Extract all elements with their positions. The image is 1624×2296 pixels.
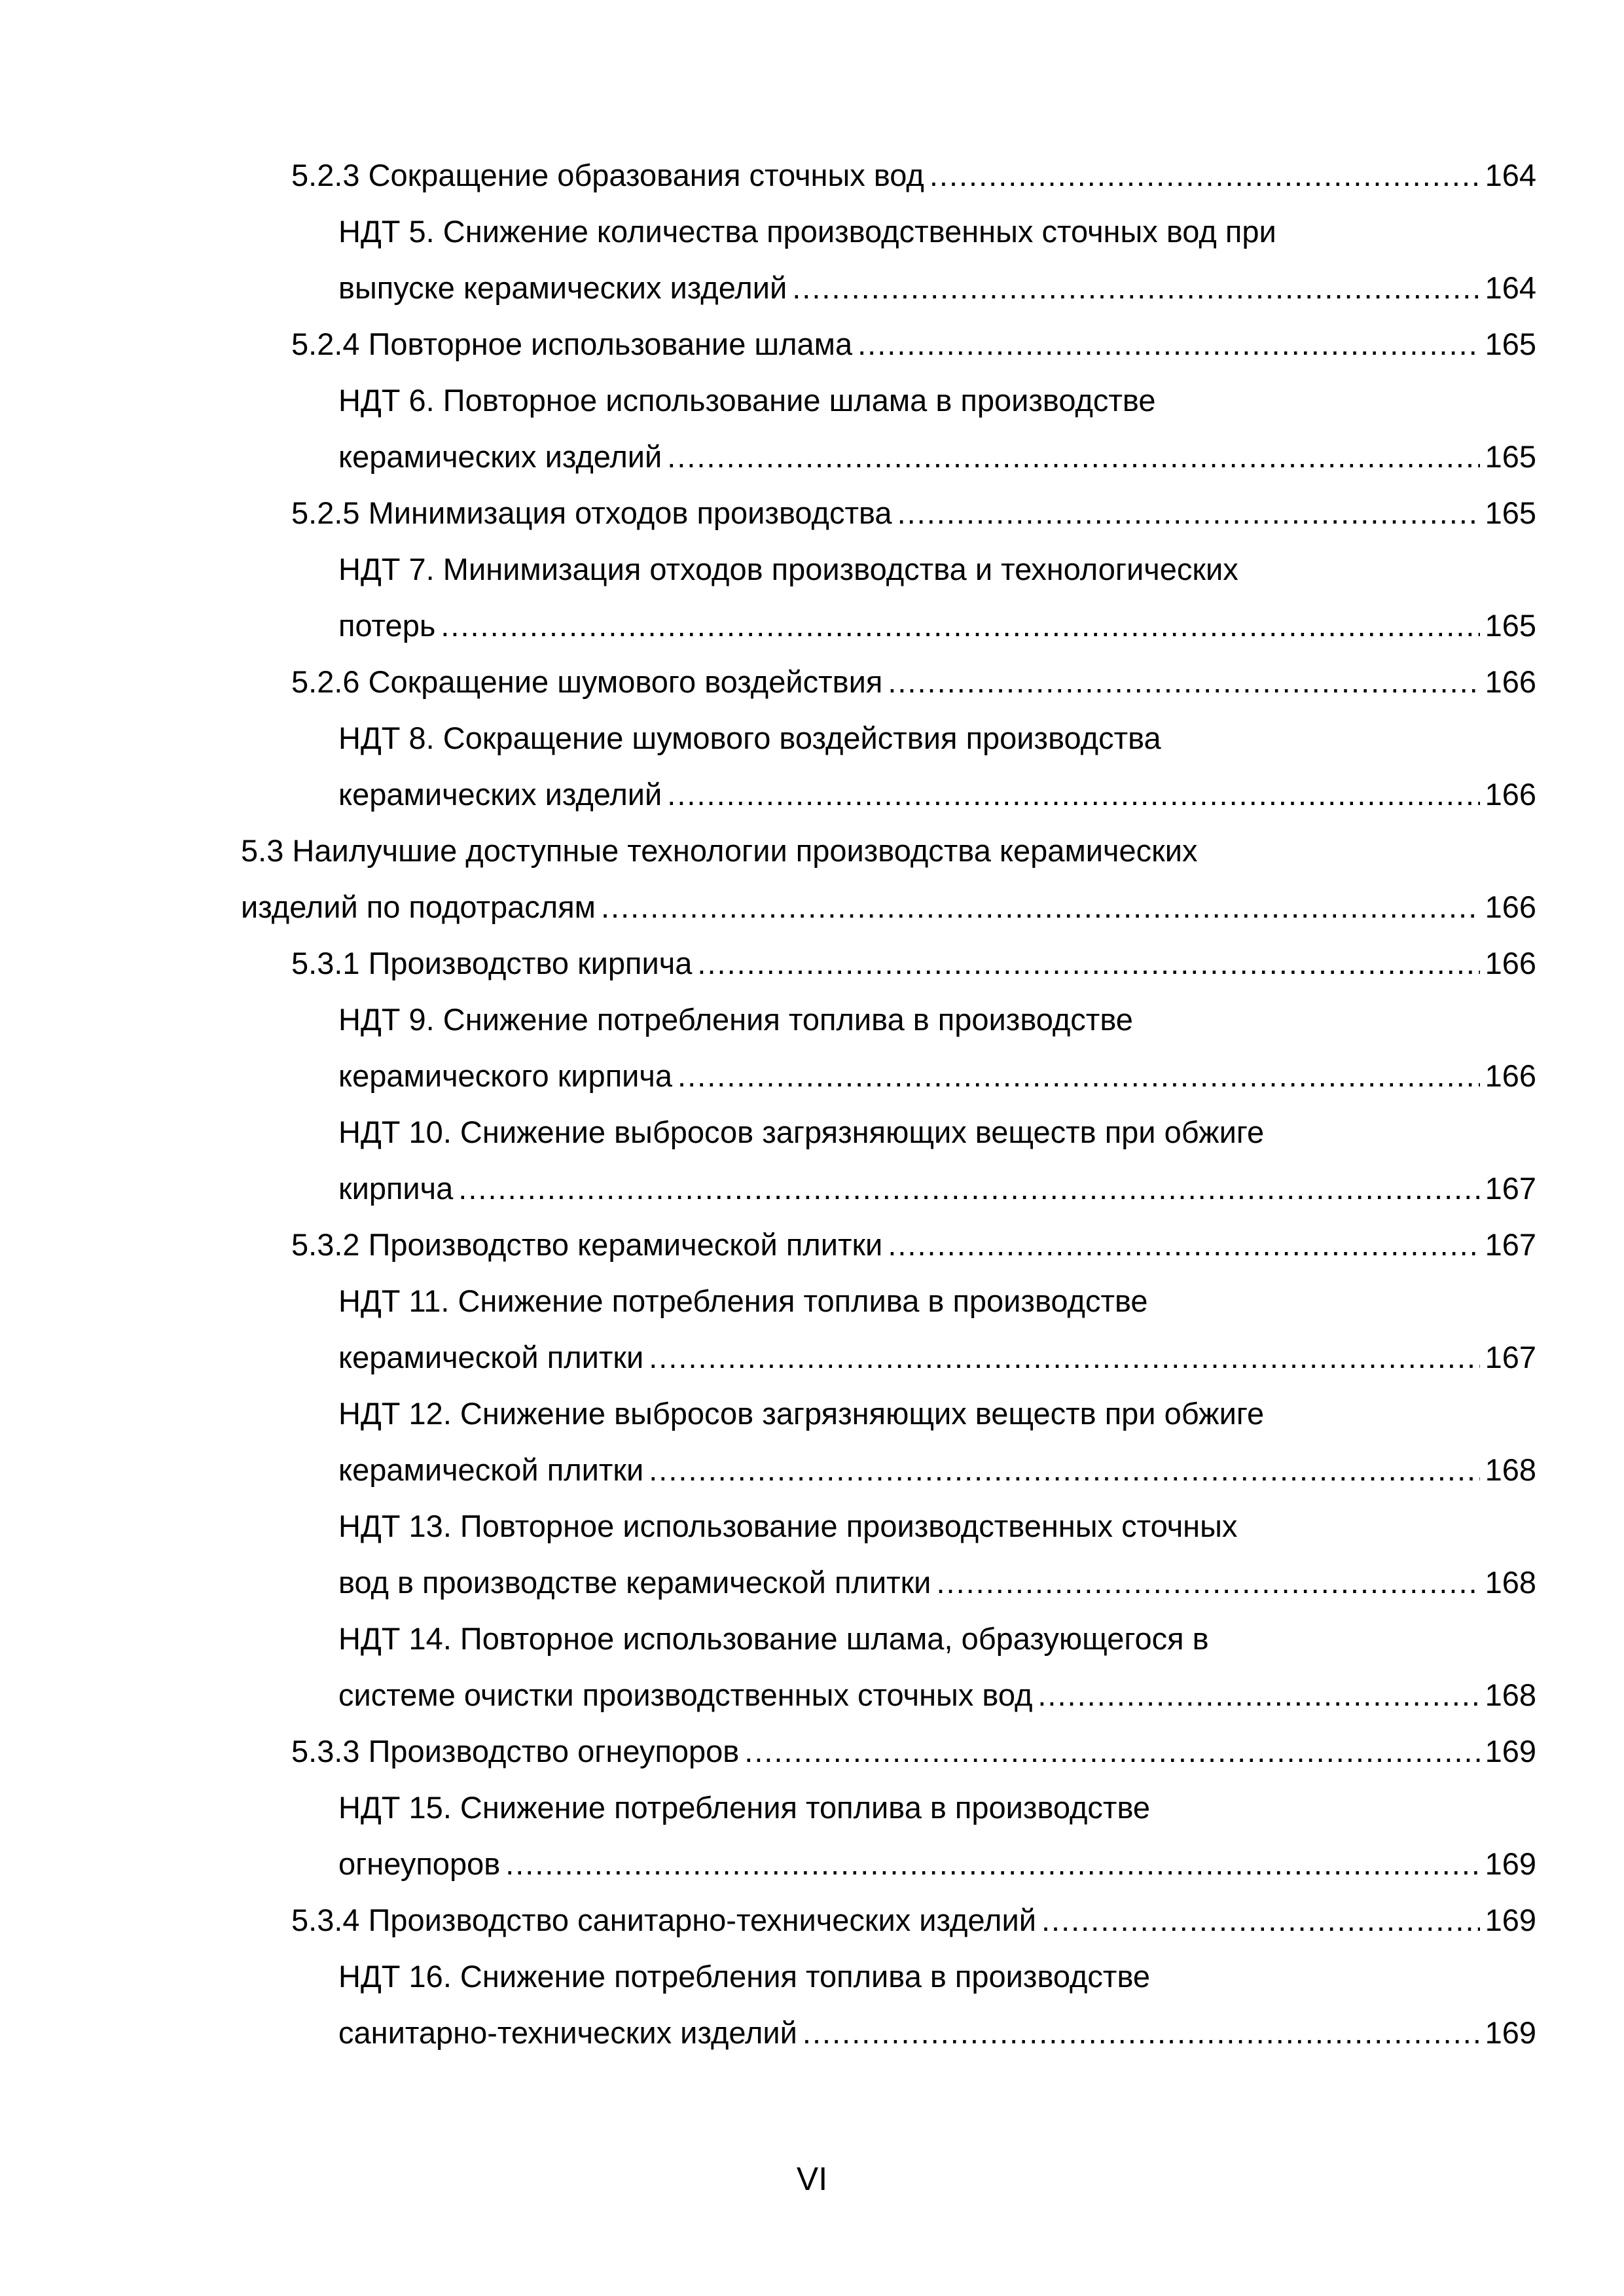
toc-page-number: 165 <box>1485 495 1536 530</box>
toc-entry-line[interactable] <box>0 372 1624 429</box>
toc-page-number: 167 <box>1485 1171 1536 1206</box>
toc-entry-title: выпуске керамических изделий <box>338 270 787 305</box>
toc-page-number: 164 <box>1485 270 1536 305</box>
dot-leader <box>505 1836 1479 1892</box>
toc-entry[interactable] <box>0 766 1624 823</box>
toc-entry-title: 5.2.6 Сокращение шумового воздействия <box>291 664 883 699</box>
toc-page-number: 166 <box>1485 777 1536 812</box>
toc-entry-title-line1: НДТ 10. Снижение выбросов загрязняющих веществ при обжиге <box>338 1115 1265 1149</box>
toc-page-number: 167 <box>1485 1340 1536 1374</box>
dot-leader <box>1038 1667 1479 1723</box>
toc-page-number: 169 <box>1485 1734 1536 1768</box>
toc-entry-title: системе очистки производственных сточных вод <box>338 1677 1033 1712</box>
toc-entry-title-line1: НДТ 5. Снижение количества производственных сточных вод при <box>338 214 1276 249</box>
dot-leader <box>936 1554 1479 1611</box>
toc-page-number: 165 <box>1485 439 1536 474</box>
dot-leader <box>458 1160 1479 1217</box>
toc-entry[interactable] <box>0 1160 1624 1217</box>
dot-leader <box>888 1217 1479 1273</box>
toc-page-number: 167 <box>1485 1227 1536 1262</box>
toc-entry-title: 5.2.3 Сокращение образования сточных вод <box>291 158 924 192</box>
dot-leader <box>667 766 1479 823</box>
toc-entry[interactable] <box>0 1836 1624 1892</box>
toc-page-number: 166 <box>1485 664 1536 699</box>
toc-entry-title: керамической плитки <box>338 1452 644 1487</box>
toc-page-number: 168 <box>1485 1565 1536 1600</box>
dot-leader <box>744 1723 1479 1780</box>
toc-entry-line[interactable] <box>0 1780 1624 1836</box>
toc-entry[interactable] <box>0 654 1624 710</box>
toc-page-number: 168 <box>1485 1452 1536 1487</box>
toc-entry[interactable] <box>0 598 1624 654</box>
toc-entry[interactable] <box>0 260 1624 316</box>
dot-leader <box>441 598 1479 654</box>
toc-entry-title: изделий по подотраслям <box>241 889 596 924</box>
dot-leader <box>677 1048 1480 1104</box>
toc-entry-title-line1: НДТ 8. Сокращение шумового воздействия производства <box>338 721 1161 755</box>
toc-entry-title-line1: НДТ 7. Минимизация отходов производства и технологических <box>338 552 1238 586</box>
toc-entry[interactable] <box>0 1217 1624 1273</box>
toc-page-number: 169 <box>1485 1846 1536 1881</box>
toc-entry-line[interactable] <box>0 1104 1624 1160</box>
toc-entry[interactable] <box>0 1667 1624 1723</box>
toc-entry-title: 5.3.2 Производство керамической плитки <box>291 1227 883 1262</box>
toc-entry[interactable] <box>0 2005 1624 2061</box>
toc-entry-title: керамических изделий <box>338 777 662 812</box>
toc-entry-line[interactable] <box>0 992 1624 1048</box>
toc-entry-title: кирпича <box>338 1171 454 1206</box>
dot-leader <box>697 935 1479 992</box>
toc-entry-line[interactable] <box>0 1948 1624 2005</box>
toc-entry-title: 5.2.5 Минимизация отходов производства <box>291 495 892 530</box>
toc-entry-title-line1: НДТ 13. Повторное использование производственных сточных <box>338 1509 1238 1543</box>
toc-entry[interactable] <box>0 1892 1624 1948</box>
toc-entry-line[interactable] <box>0 1386 1624 1442</box>
dot-leader <box>667 429 1479 485</box>
toc-page-number: 169 <box>1485 1903 1536 1937</box>
dot-leader <box>1041 1892 1480 1948</box>
dot-leader <box>897 485 1480 541</box>
toc-entry[interactable] <box>0 1442 1624 1498</box>
toc-entry-title: потерь <box>338 608 436 643</box>
toc-entry-title: вод в производстве керамической плитки <box>338 1565 931 1600</box>
toc-entry[interactable] <box>0 935 1624 992</box>
toc-entry[interactable] <box>0 1329 1624 1386</box>
dot-leader <box>649 1329 1479 1386</box>
toc-entry-title-line1: НДТ 6. Повторное использование шлама в производстве <box>338 383 1156 418</box>
toc-page-number: 169 <box>1485 2015 1536 2050</box>
dot-leader <box>792 260 1479 316</box>
toc-page-number: 165 <box>1485 608 1536 643</box>
dot-leader <box>929 147 1480 204</box>
toc-entry-title-line1: НДТ 9. Снижение потребления топлива в производстве <box>338 1002 1133 1037</box>
toc-entry-title-line1: 5.3 Наилучшие доступные технологии производства керамических <box>241 833 1198 868</box>
toc-entry[interactable] <box>0 429 1624 485</box>
toc-entry-line[interactable] <box>0 1611 1624 1667</box>
toc-entry-line[interactable] <box>0 1498 1624 1554</box>
toc-entry-title: 5.3.4 Производство санитарно-технических изделий <box>291 1903 1036 1937</box>
toc-page-number: 166 <box>1485 889 1536 924</box>
toc-entry-title: 5.3.3 Производство огнеупоров <box>291 1734 740 1768</box>
toc-page-number: 164 <box>1485 158 1536 192</box>
toc-entry-line[interactable] <box>0 710 1624 766</box>
toc-entry-line[interactable] <box>0 823 1624 879</box>
dot-leader <box>601 879 1480 935</box>
toc-entry-line[interactable] <box>0 1273 1624 1329</box>
toc-entry-title: 5.2.4 Повторное использование шлама <box>291 327 853 361</box>
toc-entry[interactable] <box>0 147 1624 204</box>
toc-entry-title: санитарно-технических изделий <box>338 2015 797 2050</box>
dot-leader <box>649 1442 1479 1498</box>
toc-entry[interactable] <box>0 1723 1624 1780</box>
toc-entry-line[interactable] <box>0 541 1624 598</box>
toc-entry[interactable] <box>0 485 1624 541</box>
dot-leader <box>803 2005 1480 2061</box>
toc-entry-title: керамических изделий <box>338 439 662 474</box>
toc-entry[interactable] <box>0 1048 1624 1104</box>
toc-entry-title: керамической плитки <box>338 1340 644 1374</box>
toc-entry-title-line1: НДТ 15. Снижение потребления топлива в производстве <box>338 1790 1151 1825</box>
dot-leader <box>857 316 1479 372</box>
toc-entry-line[interactable] <box>0 204 1624 260</box>
dot-leader <box>888 654 1479 710</box>
toc-entry-title: огнеупоров <box>338 1846 501 1881</box>
toc-entry[interactable] <box>0 1554 1624 1611</box>
toc-page-number: 168 <box>1485 1677 1536 1712</box>
page-number: VI <box>796 2161 828 2197</box>
toc-page-number: 166 <box>1485 946 1536 980</box>
toc-entry[interactable] <box>0 879 1624 935</box>
toc-entry-title-line1: НДТ 16. Снижение потребления топлива в производстве <box>338 1959 1151 1994</box>
toc-page-number: 166 <box>1485 1058 1536 1093</box>
toc-entry-title: керамического кирпича <box>338 1058 673 1093</box>
toc-entry-title-line1: НДТ 11. Снижение потребления топлива в производстве <box>338 1283 1148 1318</box>
toc-entry-title-line1: НДТ 12. Снижение выбросов загрязняющих веществ при обжиге <box>338 1396 1265 1431</box>
toc-entry-title: 5.3.1 Производство кирпича <box>291 946 693 980</box>
toc-entry-title-line1: НДТ 14. Повторное использование шлама, образующегося в <box>338 1621 1209 1656</box>
toc-page-number: 165 <box>1485 327 1536 361</box>
toc-entry[interactable] <box>0 316 1624 372</box>
